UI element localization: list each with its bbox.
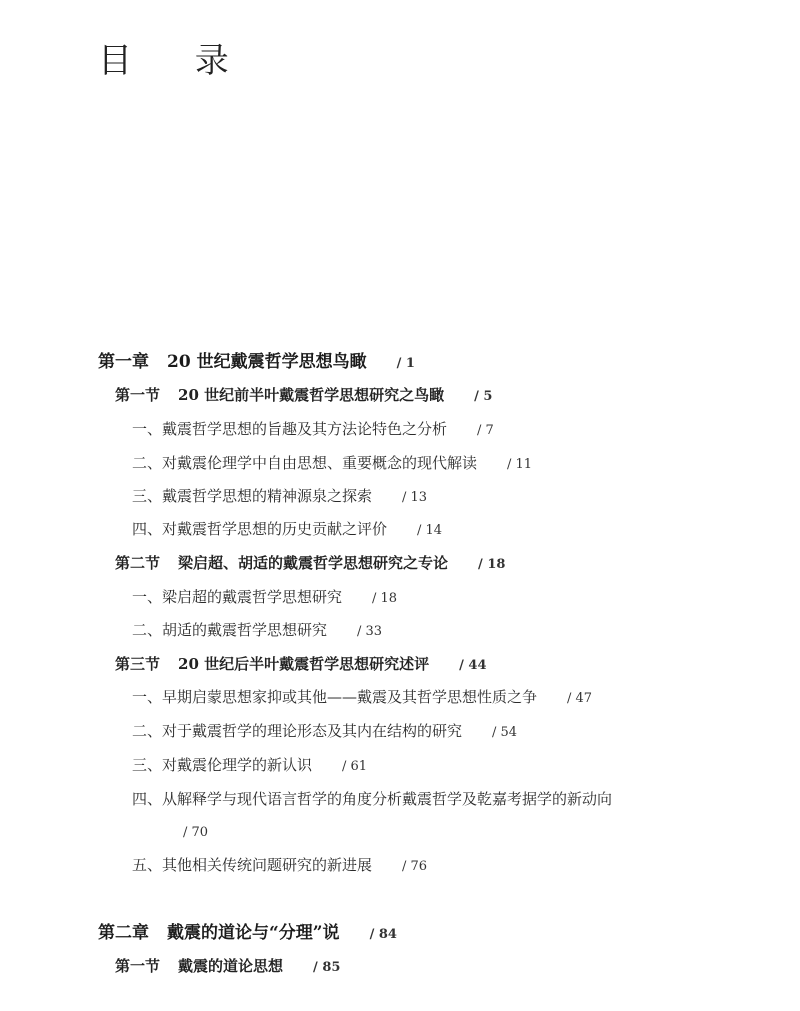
toc-section-2-1[interactable] [115, 959, 340, 974]
chapter-title: 20 世纪戴震哲学思想鸟瞰 [167, 352, 367, 372]
section-label: 第三节 [115, 655, 161, 673]
toc-item[interactable] [132, 724, 517, 739]
page-number: / 14 [417, 523, 442, 538]
item-title: 一、戴震哲学思想的旨趣及其方法论特色之分析 [132, 420, 448, 438]
item-title: 二、对戴震伦理学中自由思想、重要概念的现代解读 [132, 454, 478, 472]
page-number: / 18 [478, 557, 505, 572]
toc-item[interactable] [132, 623, 382, 638]
item-title: 五、其他相关传统问题研究的新进展 [132, 856, 373, 874]
page-number: / 44 [459, 658, 486, 673]
item-title: 二、对于戴震哲学的理论形态及其内在结构的研究 [132, 722, 463, 740]
toc-item[interactable] [132, 792, 612, 807]
item-title: 四、对戴震哲学思想的历史贡献之评价 [132, 520, 388, 538]
section-label: 第一节 [115, 957, 161, 975]
page-number: / 70 [183, 825, 208, 840]
toc-item[interactable] [132, 489, 427, 504]
section-label: 第二节 [115, 554, 161, 572]
toc-item[interactable] [132, 522, 442, 537]
page-number: / 5 [474, 389, 492, 404]
page-number: / 7 [477, 423, 494, 438]
section-title: 戴震的道论思想 [178, 957, 284, 975]
chapter-title: 戴震的道论与“分理”说 [167, 923, 340, 943]
section-title: 20 世纪前半叶戴震哲学思想研究之鸟瞰 [178, 386, 445, 404]
page-number: / 84 [370, 927, 397, 942]
toc-item[interactable] [132, 758, 367, 773]
page-number: / 33 [357, 624, 382, 639]
toc-item[interactable] [132, 590, 397, 605]
toc-section-1-2[interactable] [115, 556, 505, 571]
page-number: / 47 [567, 691, 592, 706]
page-number: / 18 [372, 591, 397, 606]
item-title: 二、胡适的戴震哲学思想研究 [132, 621, 328, 639]
item-title: 一、早期启蒙思想家抑或其他——戴震及其哲学思想性质之争 [132, 688, 538, 706]
toc-item[interactable] [132, 858, 427, 873]
page-number: / 76 [402, 859, 427, 874]
page-number: / 54 [492, 725, 517, 740]
toc-section-1-3[interactable] [115, 657, 487, 672]
section-title: 梁启超、胡适的戴震哲学思想研究之专论 [178, 554, 449, 572]
toc-item[interactable] [132, 422, 494, 437]
chapter-label: 第二章 [98, 923, 149, 943]
toc-item-continuation [183, 826, 208, 839]
page-number: / 11 [507, 457, 532, 472]
page-number: / 1 [397, 356, 415, 371]
toc-section-1-1[interactable] [115, 388, 492, 403]
page-title: 目 录 [98, 41, 255, 81]
item-title: 三、对戴震伦理学的新认识 [132, 756, 313, 774]
page-number: / 13 [402, 490, 427, 505]
chapter-label: 第一章 [98, 352, 149, 372]
toc-item[interactable] [132, 456, 532, 471]
toc-chapter-2[interactable] [98, 925, 397, 942]
toc-item[interactable] [132, 690, 592, 705]
section-label: 第一节 [115, 386, 161, 404]
page-number: / 61 [342, 759, 367, 774]
item-title: 一、梁启超的戴震哲学思想研究 [132, 588, 343, 606]
toc-chapter-1[interactable] [98, 354, 415, 371]
page-number: / 85 [313, 960, 340, 975]
item-title: 三、戴震哲学思想的精神源泉之探索 [132, 487, 373, 505]
section-title: 20 世纪后半叶戴震哲学思想研究述评 [178, 655, 430, 673]
item-title: 四、从解释学与现代语言哲学的角度分析戴震哲学及乾嘉考据学的新动向 [132, 790, 613, 808]
